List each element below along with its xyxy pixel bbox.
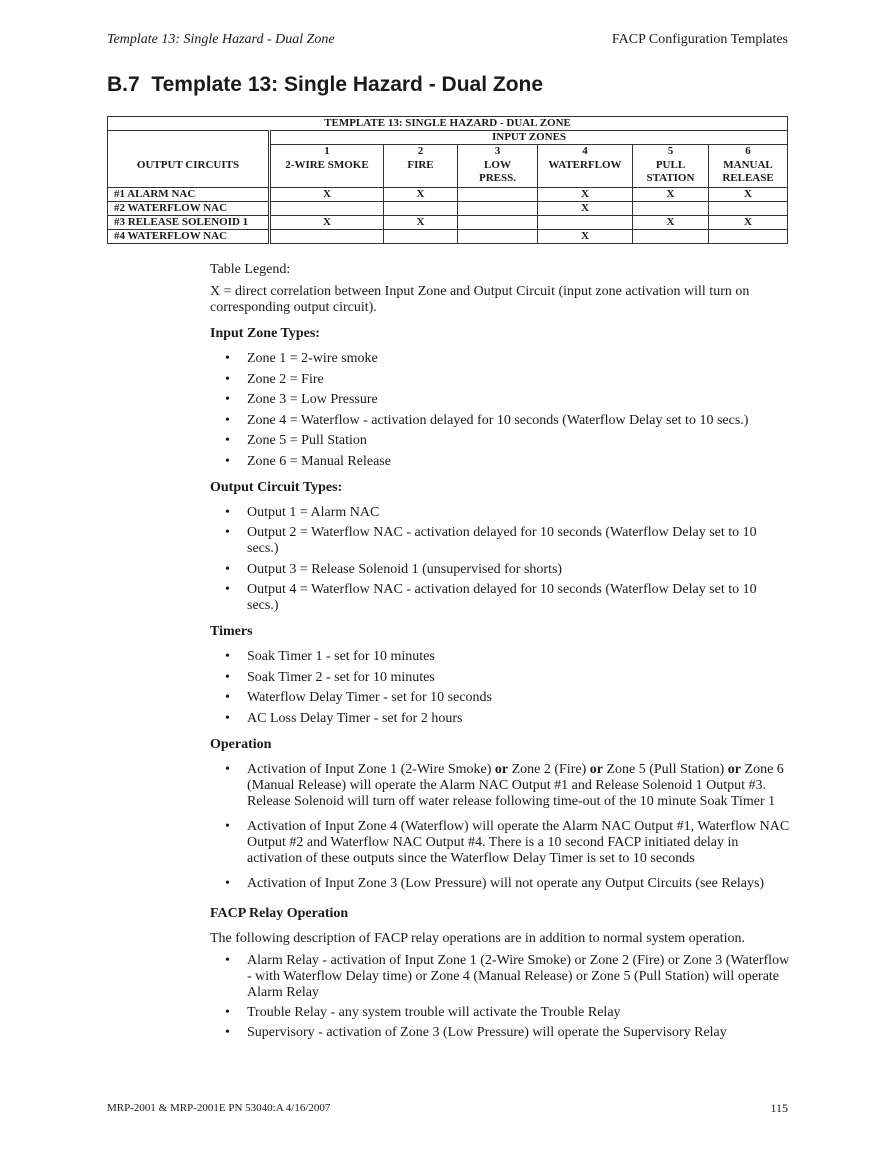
- table-corner-cell: [108, 145, 270, 159]
- operation-heading: Operation: [210, 736, 272, 752]
- legend-description: X = direct correlation between Input Zone and Output Circuit (input zone activation will turn on corresponding output circuit).: [210, 284, 750, 315]
- bullet-icon: •: [225, 453, 230, 469]
- list-item-text: Output 4 = Waterflow NAC - activation delayed for 10 seconds (Waterflow Delay set to 10 secs.): [247, 582, 757, 613]
- bullet-icon: •: [225, 371, 230, 387]
- bullet-icon: •: [225, 761, 230, 777]
- timers-list: [210, 649, 790, 727]
- body-text: [210, 262, 790, 1051]
- zone-name-line: WATERFLOW: [548, 158, 622, 171]
- operation-text: Zone 2 (Fire): [508, 761, 590, 777]
- list-item-text: Zone 6 = Manual Release: [247, 453, 391, 469]
- page-number: 115: [770, 1101, 788, 1115]
- table-title: TEMPLATE 13: SINGLE HAZARD - DUAL ZONE: [108, 117, 788, 131]
- list-item-text: Output 3 = Release Solenoid 1 (unsupervised for shorts): [247, 561, 563, 577]
- legend-title: Table Legend:: [210, 262, 291, 277]
- zone-name-line: LOW: [484, 158, 511, 171]
- running-header-chapter: Template 13: Single Hazard - Dual Zone: [107, 32, 335, 47]
- list-item: [210, 505, 790, 521]
- correlation-cell: [270, 202, 384, 216]
- list-item-text: Zone 5 = Pull Station: [247, 433, 367, 448]
- zone-name: [384, 159, 458, 188]
- list-item: [210, 876, 790, 892]
- list-item: [210, 582, 790, 614]
- list-item: [210, 372, 790, 388]
- bullet-icon: •: [225, 1024, 230, 1040]
- zone-name: [633, 159, 709, 188]
- list-item-text: Supervisory - activation of Zone 3 (Low Pressure) will operate the Supervisory Relay: [247, 1024, 727, 1040]
- input-zones-label: INPUT ZONES: [270, 131, 788, 145]
- correlation-cell: X: [709, 216, 788, 230]
- bullet-icon: •: [225, 669, 230, 685]
- list-item-text: Activation of Input Zone 3 (Low Pressure) will not operate any Output Circuits (see Relays): [247, 875, 765, 891]
- list-item: [210, 819, 790, 867]
- list-item-text: Output 1 = Alarm NAC: [247, 504, 380, 520]
- bullet-icon: •: [225, 433, 230, 448]
- list-item: [210, 953, 790, 1001]
- zone-name: [270, 159, 384, 188]
- relay-operation-heading: FACP Relay Operation: [210, 905, 349, 921]
- list-item: [210, 454, 790, 470]
- list-item: [210, 762, 790, 810]
- input-zone-types-list: [210, 351, 790, 470]
- section-title: B.7 Template 13: Single Hazard - Dual Zone: [107, 73, 544, 96]
- correlation-cell: [458, 230, 538, 244]
- bullet-icon: •: [225, 690, 230, 705]
- list-item-text: Soak Timer 1 - set for 10 minutes: [247, 649, 435, 664]
- output-circuit-label: #1 ALARM NAC: [108, 188, 270, 202]
- list-item-text: Output 2 = Waterflow NAC - activation delayed for 10 seconds (Waterflow Delay set to 10 secs.): [247, 525, 757, 556]
- correlation-cell: X: [270, 216, 384, 230]
- output-circuit-types-heading: Output Circuit Types:: [210, 479, 343, 495]
- output-circuit-label: #4 WATERFLOW NAC: [108, 230, 270, 244]
- list-item-text: AC Loss Delay Timer - set for 2 hours: [247, 710, 463, 726]
- correlation-cell: X: [709, 188, 788, 202]
- list-item: [210, 562, 790, 578]
- list-item: [210, 392, 790, 408]
- list-item-text: Activation of Input Zone 4 (Waterflow) will operate the Alarm NAC Output #1, Waterflow NAC Output #2 and Waterflow NAC Output #4. There is a 10 second FACP initiated delay in activation of these outputs since the Waterflow Delay Timer is set to 10 seconds: [247, 818, 790, 866]
- table-row: [108, 216, 788, 230]
- correlation-cell: [384, 230, 458, 244]
- list-item: [210, 525, 790, 557]
- correlation-cell: [458, 188, 538, 202]
- output-circuits-label: OUTPUT CIRCUITS: [108, 159, 270, 188]
- bullet-icon: •: [225, 392, 230, 407]
- correlation-cell: [709, 202, 788, 216]
- bullet-icon: •: [225, 525, 230, 540]
- list-item: [210, 1005, 790, 1021]
- bullet-icon: •: [225, 649, 230, 664]
- table-row: [108, 188, 788, 202]
- list-item-text: Alarm Relay - activation of Input Zone 1 (2-Wire Smoke) or Zone 2 (Fire) or Zone 3 (Waterflow - with Waterflow Delay time) or Zone 4 (Manual Release) or Zone 5 (Pull Station) will operate Alarm Relay: [247, 952, 790, 1000]
- zone-name-line: PRESS.: [479, 171, 516, 184]
- table-row: [108, 230, 788, 244]
- bullet-icon: •: [225, 710, 230, 726]
- list-item-text: Zone 3 = Low Pressure: [247, 392, 378, 407]
- zone-number: 3: [458, 145, 538, 159]
- zone-name: [458, 159, 538, 188]
- correlation-cell: [633, 230, 709, 244]
- operation-or: or: [727, 761, 742, 777]
- table-row: [108, 202, 788, 216]
- correlation-cell: X: [633, 216, 709, 230]
- zone-number: 2: [384, 145, 458, 159]
- correlation-cell: [538, 216, 633, 230]
- correlation-cell: X: [538, 188, 633, 202]
- zone-number: 4: [538, 145, 633, 159]
- operation-or: or: [589, 761, 603, 777]
- zone-name-line: STATION: [646, 171, 695, 184]
- bullet-icon: •: [225, 351, 230, 366]
- operation-text: Zone 6 (Manual Release) will operate the Alarm NAC Output #1 and Release Solenoid 1 Output #3. Release Solenoid will turn off water release following time-out of the 10 minute Soak Timer 1: [247, 761, 784, 809]
- bullet-icon: •: [225, 504, 230, 520]
- correlation-cell: [458, 216, 538, 230]
- bullet-icon: •: [225, 818, 230, 834]
- operation-or: or: [494, 761, 509, 777]
- correlation-cell: X: [538, 202, 633, 216]
- table-corner-cell: [108, 131, 270, 145]
- correlation-cell: [384, 202, 458, 216]
- relay-operation-description: The following description of FACP relay operations are in addition to normal system operation.: [210, 930, 746, 946]
- bullet-icon: •: [225, 412, 230, 428]
- zone-name-line: MANUAL: [723, 158, 773, 171]
- input-zone-types-heading: Input Zone Types:: [210, 326, 320, 341]
- list-item: [210, 413, 790, 429]
- output-circuit-label: #3 RELEASE SOLENOID 1: [108, 216, 270, 230]
- list-item: [210, 1025, 790, 1041]
- bullet-icon: •: [225, 952, 230, 968]
- bullet-icon: •: [225, 561, 230, 577]
- output-circuit-label: #2 WATERFLOW NAC: [108, 202, 270, 216]
- list-item: [210, 433, 790, 449]
- list-item-text: [247, 762, 784, 809]
- list-item: [210, 690, 790, 706]
- bullet-icon: •: [225, 875, 230, 891]
- list-item-text: Zone 4 = Waterflow - activation delayed for 10 seconds (Waterflow Delay set to 10 secs.): [247, 412, 749, 428]
- relay-operation-list: [210, 953, 790, 1041]
- zone-name: [709, 159, 788, 188]
- correlation-cell: X: [633, 188, 709, 202]
- footer-document-id: MRP-2001 & MRP-2001E PN 53040:A 4/16/2007: [107, 1102, 331, 1114]
- list-item: [210, 351, 790, 367]
- correlation-cell: [270, 230, 384, 244]
- operation-text: Zone 5 (Pull Station): [602, 761, 728, 777]
- zone-name-line: PULL: [655, 158, 686, 171]
- zone-name: [538, 159, 633, 188]
- list-item-text: Zone 1 = 2-wire smoke: [247, 351, 378, 366]
- list-item: [210, 649, 790, 665]
- zone-name-line: 2-WIRE SMOKE: [285, 158, 369, 171]
- running-header-title: FACP Configuration Templates: [611, 32, 788, 47]
- zone-name-line: FIRE: [407, 158, 434, 171]
- correlation-cell: [709, 230, 788, 244]
- list-item: [210, 711, 790, 727]
- correlation-cell: X: [384, 188, 458, 202]
- zone-number: 6: [709, 145, 788, 159]
- correlation-cell: X: [538, 230, 633, 244]
- output-circuit-types-list: [210, 505, 790, 615]
- correlation-cell: X: [384, 216, 458, 230]
- list-item-text: Waterflow Delay Timer - set for 10 seconds: [247, 690, 492, 705]
- list-item: [210, 670, 790, 686]
- template-table: [107, 116, 788, 244]
- correlation-cell: [458, 202, 538, 216]
- list-item-text: Trouble Relay - any system trouble will activate the Trouble Relay: [247, 1004, 621, 1020]
- list-item-text: Zone 2 = Fire: [247, 371, 324, 387]
- list-item-text: Soak Timer 2 - set for 10 minutes: [247, 669, 435, 685]
- timers-heading: Timers: [210, 624, 253, 639]
- zone-number: 5: [633, 145, 709, 159]
- bullet-icon: •: [225, 1004, 230, 1020]
- correlation-cell: [633, 202, 709, 216]
- bullet-icon: •: [225, 582, 230, 597]
- zone-name-line: RELEASE: [722, 171, 774, 184]
- operation-list: [210, 762, 790, 892]
- operation-text: Activation of Input Zone 1 (2-Wire Smoke): [247, 761, 495, 777]
- correlation-cell: X: [270, 188, 384, 202]
- zone-number: 1: [270, 145, 384, 159]
